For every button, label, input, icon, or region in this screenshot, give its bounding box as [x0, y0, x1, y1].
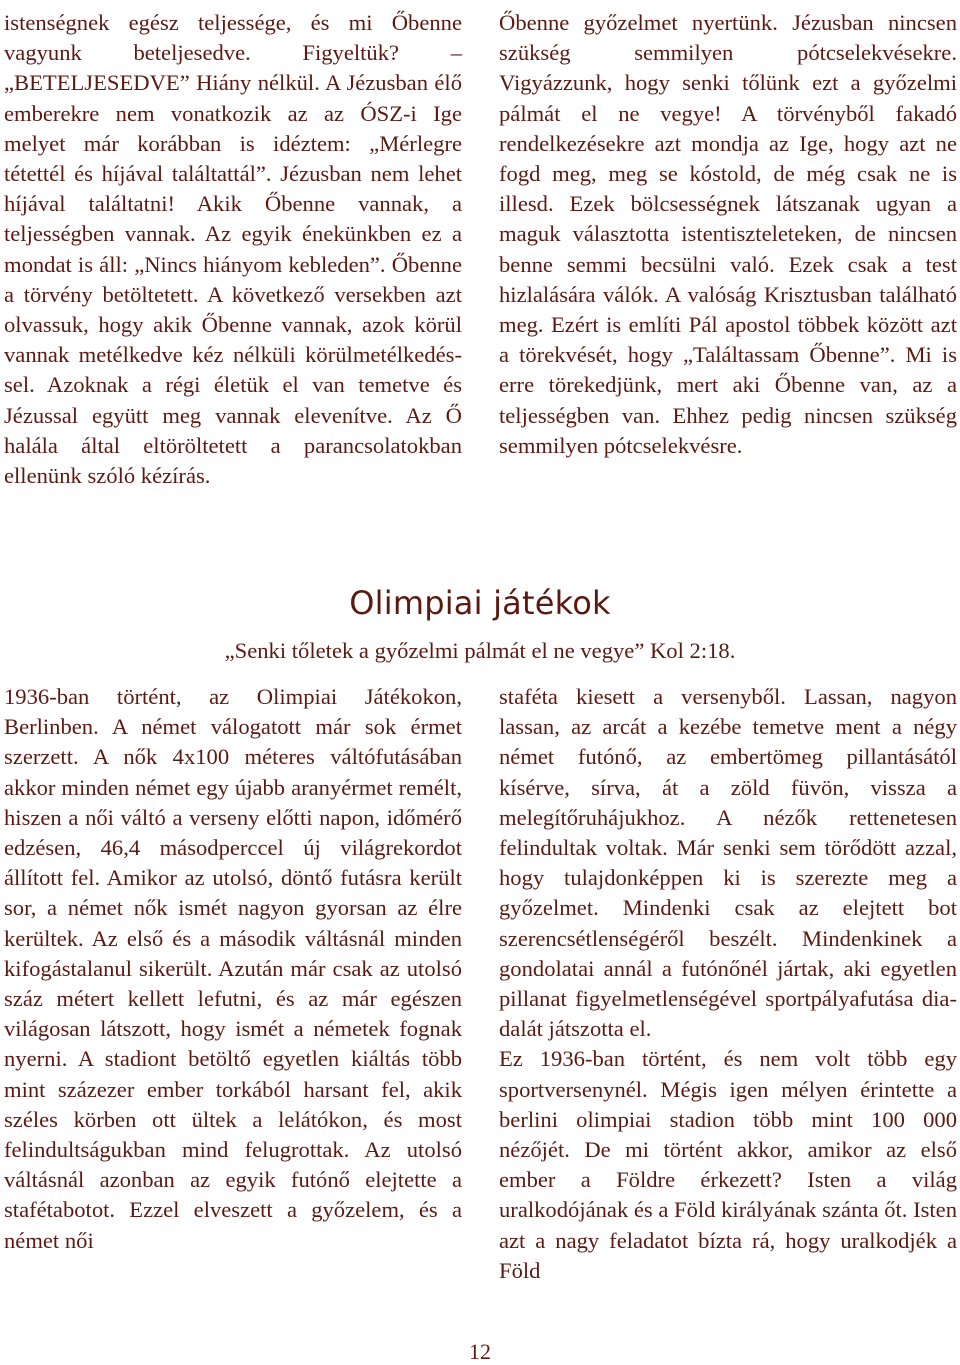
- page-number: 12: [469, 1339, 491, 1364]
- paragraph: 1936-ban történt, az Olimpiai Játékokon, Berlinben. A német válogatott már sok érmet szerzett. A nők 4x100 méteres váltófutásában akkor minden német egy újabb aranyérmet remélt, hiszen a női váltó a verseny előtti napon, időmérő edzésen, 46,4 másodperccel új világrekordot állított fel. Amikor az utolsó, döntő futásra került sor, a német nők ismét nagyon gyorsan az élre kerültek. Az első és a második váltásnál minden kifogástalanul sikerült. Azután már csak az utolsó száz métert kellett lefutni, és az már egészen világosan látszott, hogy ismét a németek fognak nyerni. A stadiont betöltő egyetlen kiáltás több mint százezer ember torkából harsant fel, akik széles körben ott ültek a lelátókon, és most felindultságukban mind felugrottak. Az utolsó váltásnál azonban az egyik futónő elejtette a stafétabotot. Ezzel elveszett a győzelem, és a német női: [4, 684, 462, 1253]
- bottom-right-column: [499, 682, 957, 1286]
- top-left-column: [4, 8, 462, 491]
- section-title: Olimpiai játékok: [349, 584, 611, 622]
- paragraph: Őbenne győzelmet nyertünk. Jézusban nincsen szükség semmilyen pótcselekvésekre. Vigyázzunk, hogy senki tőlünk ezt a győzelmi pálmát el ne vegye! A törvényből fakadó rendelkezésekre azt mondja az Ige, hogy azt ne fogd meg, meg se kóstold, de még csak ne is illesd. Ezek bölcsességnek látszanak ugyan a maguk választotta istentiszteleteken, de nincsen benne semmi becsülni való. Ezek csak a test hizlalására válók. A valóság Krisztusban található meg. Ezért is említi Pál apostol többek között azt a törekvését, hogy „Találtassam Őbenne”. Mi is erre törekedjünk, mert aki Őbenne van, az a teljességben van. Ehhez pedig nincsen szükség semmilyen pótcselekvésre.: [499, 10, 957, 458]
- paragraph: staféta kiesett a versenyből. Lassan, nagyon lassan, az arcát a kezébe temetve ment a négy német futónő, az embertömeg pillantásától kísérve, sírva, át a zöld füvön, vissza a melegítőruhájukhoz. A nézők rettenetesen felindultak voltak. Már senki sem törődött azzal, hogy tulajdonképpen ki is szerezte meg a győzelmet. Mindenki csak az elejtett bot szerencsétlenségéről beszélt. Mindenkinek a gondolatai annál a futónőnél jártak, aki egyetlen pillanat figyelmetlenségével sportpályafutása diadalát játszotta el.: [499, 684, 957, 1042]
- epigraph: „Senki tőletek a győzelmi pálmát el ne vegye” Kol 2:18.: [224, 638, 736, 663]
- bottom-left-column: [4, 682, 462, 1256]
- paragraph: Ez 1936-ban történt, és nem volt több egy sportversenynél. Mégis igen mélyen érintette a berlini olimpiai stadion több mint 100 000 nézőjét. De mi történt akkor, amikor az első ember a Földre érkezett? Isten a világ uralkodójának és a Föld királyának szánta őt. Isten azt a nagy feladatot bízta rá, hogy uralkodjék a Föld: [499, 1046, 958, 1283]
- top-right-column: [499, 8, 957, 461]
- paragraph: istenségnek egész teljessége, és mi Őbenne vagyunk beteljesedve. Figyeltük? – „BETELJESEDVE” Hiány nélkül. A Jézusban élő emberekre nem vonatkozik az az ÓSZ-i Ige melyet már korábban is idéztem: „Mérlegre tétettél és híjával találtattál”. Jézusban nem lehet híjával találtatni! Akik Őbenne vannak, a teljességben vannak. Az egyik énekünkben ez a mondat is áll: „Nincs hiányom kebleden”. Őbenne a törvény betöltetett. A következő versekben azt olvassuk, hogy akik Őbenne vannak, azok körül vannak metélkedve kéz nélküli körülmetélkedéssel. Azoknak a régi életük el van temetve és Jézussal együtt meg vannak elevenítve. Az Ő halála által eltöröltetett a parancsolatokban ellenünk szóló kézírás.: [4, 10, 462, 489]
